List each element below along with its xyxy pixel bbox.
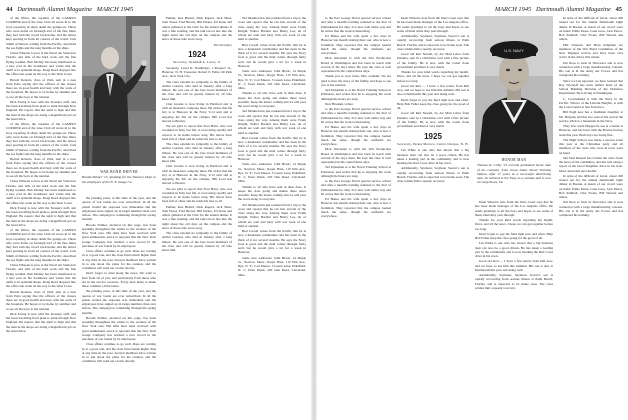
paragraph: They also reach Hapgood's son is a senior at Hanover, and has been with the Boston hockey team this year. Both boys are doing fine.	[559, 124, 623, 137]
left-running-date: MARCH 1945	[96, 6, 134, 13]
signature: The Secretary	[213, 42, 232, 47]
paragraph: Ted Shannon has just returned from a trip to the coast and reports that he ran into several of the class along the way. Among them were Frank Knight, Walter Bartlett and Henry Lee, all of whom are well and busy with war work of one kind or another.	[238, 202, 306, 228]
war-bond-caption	[82, 170, 156, 184]
right-running-title: Dartmouth Alumni Magazine	[536, 6, 611, 13]
paragraph: Bill Pugh now has a freshman daughter at Mt. Holyoke and has two sons of his own in the service. Dick is a lieutenant in the Navy.	[559, 110, 623, 123]
paragraph: The High School was made a special event this year at the Christmas party and all members of the class who were in town were on hand.	[559, 137, 623, 155]
paragraph: Don Hawkins writes:	[325, 101, 354, 106]
left-page-number: 44	[6, 6, 13, 13]
paragraph: Chet Greene is now living in Hartford and is with an insurance company there. He writes that his boy is at Hanover in the Navy V-12 unit and is enjoying the life on the campus. Bill Lord has moved to Boston.	[162, 164, 232, 186]
paragraph: Jim Ross is back in Worcester and is now connected with a large manufacturing concern. His son is in the Army Air Forces and has completed his training.	[559, 60, 623, 78]
paragraph: Ted Shannon has just returned from a trip to the coast and reports that he ran into several of the class along the way. Among them were Frank Knight, Walter Bartlett and Henry Lee, all of whom are well and busy with war work of one kind or another.	[238, 16, 306, 42]
paragraph: Some new addresses: John Black, 14 Maple St., Newton, Mass.; Roger Hale, 110 Elm Ave., Rye, N. Y.; Carl Mason, 3 Green Lane, Plainfield, N. J.; Peter Dunn, 220 Oak Road, Cleveland, Ohio.	[238, 255, 306, 277]
paragraph: Since we last reported, we have learned that Ray Wyckoff has been named head of the School Building Division of the Ordnance Department. He is living in Washington.	[559, 78, 623, 96]
paragraph: Bud Carroll writes from the Pacific that he is now a lieutenant commander and has been in the thick of it for several months. He says the Navy food is good and the mail comes through fairly well, but he would give a lot for a week in Hanover.	[238, 229, 306, 255]
honor-man-photo	[475, 16, 553, 154]
right-running-header	[495, 6, 622, 13]
paragraph: Some new addresses: John Black, 14 Maple St., Newton, Mass.; Roger Hale, 110 Elm Ave., Rye, N. Y.; Carl Mason, 3 Green Lane, Plainfield, N. J.; Peter Dunn, 220 Oak Road, Cleveland, Ohio.	[238, 69, 306, 90]
paragraph: to the Port George Naval special service school and after a month's training returned to the Port of Embarkation for duty. It is now well under way and he writes that the work is interesting.	[321, 16, 391, 33]
honor-man-caption	[477, 158, 551, 185]
paragraph: of the fifties, the captains of the CAMPUS COURIER and of the Glee Club all wrote in to the boys reporting in sharp detail the goings-on. Those who were home on furlough told of the fine times they had with the crowd back home, and the letters kept pouring in from all corners of the world. Jack Smith of Darien, writing from the Pacific, described the sea fights and the long months on the ships.	[6, 122, 76, 156]
paragraph: Harold Roberts, class of 1924, sent in a note from Paris saying that the officers of the classes there are in good health and busy with the work of the hospitals. He hopes to be home by summer and to see all the boys at the reunion.	[6, 289, 76, 311]
war-bond-driver-photo	[82, 16, 156, 166]
paragraph: Chase Wheeler is now at the Naval Air Station in Florida, and tells of the hard work and the fine flying weather. Bob Dudley has been transferred to a new post in the Southwest and writes that the outfit is in splendid shape. Doug Reed dropped into the office last week on his way to the West Coast.	[6, 179, 76, 205]
speaker-illustration	[82, 16, 156, 166]
paragraph: Ted Dykeman is at the Naval Training School at Princeton, and writes that he is enjoying the work although the hours are long.	[321, 88, 391, 101]
paragraph: the printing press, at this time of the year, and the quotas of war bonds are over subscribed. In all the plants visited the response was immediate and the employees have signed up in larger numbers than ever before. The campaign is continuing through the spring months.	[82, 289, 156, 315]
paragraph: to the Port George Naval special service school and after a month's training returned to the Port of Embarkation for duty. It is now well under way and he writes that the work is interesting.	[321, 179, 391, 196]
caption-text: Thomas K. Colby '25 recently graduated honor man of his company from Great Lakes Naval Training Station, after 27 years as a successful advertising man, he enlisted in the Navy as a seaman and is now at Camp Peary, Va.	[477, 163, 551, 185]
paragraph: Our Don Russell has written the class about the news of the committee, and has sent along a report of the Good Neighbor drive in his state. More about this next month.	[559, 155, 623, 173]
left-column-3	[162, 16, 232, 416]
right-column-1	[321, 16, 391, 416]
paragraph: Palmer, Ken Hubert, Dick Ropers, Jack Shaw, Tom Wood, Fred Brown, Bill Parker, Ed Stone and others gathered at the Club for the annual dinner. It was a fine evening, and the talk ran on late into the night about the old days on the campus and the news of those who were away.	[162, 16, 232, 42]
right-column-4	[559, 16, 623, 416]
paragraph: Class affairs continue to go well. Dues are coming in at a good rate, and the class fund stands higher than at any time in the past. Several members have written in to ask about the plans for the reunion, and the committee will send out a letter shortly.	[82, 249, 156, 270]
paragraph: Additionally, Seymour, Seymour Seaver's son is rapidly recovering from serious illness at Palm Beach, Florida, and is expected to be home soon. The class wishes him a speedy recovery.	[397, 166, 469, 183]
left-column-4	[238, 16, 306, 416]
cap-band-text: U.S. NAVY	[504, 48, 524, 53]
paragraph: We are glad to report that Fred Hunt, who was wounded in Italy last fall, is recovering rapidly and expects to be home before long. His letters have been full of cheer and he sends his best to all.	[162, 124, 232, 141]
paragraph: The class extends its sympathy to the family of Arthur Gordon, who died in January after a long illness. He was one of the best loved members of the class and will be greatly missed by all who knew him.	[162, 231, 232, 252]
paragraph: In spite of the difficult of travel, about 200 turned out for the annual Dartmouth night dinner in Boston. A dozen of our crowd were on hand: Eddie Pease, Lane Goss, Jack Pierce, Bob Kimball, Chet Evans, Bill Weston and others.	[559, 16, 623, 42]
paragraph: Additionally, Seymour, Seymour Seaver's son is rapidly recovering from serious illness at Palm Beach, Florida, and is expected to be home soon. The class wishes him a speedy recovery.	[397, 34, 469, 51]
paragraph: Chase Wheeler is now at the Naval Air Station in Florida, and tells of the hard work and the fine flying weather. Bob Dudley has been transferred to a new post in the Southwest and writes that the outfit is in splendid shape. Doug Reed dropped into the office last week on his way to the West Coast.	[6, 263, 76, 289]
right-running-date: MARCH 1945	[494, 6, 532, 13]
caption-title: HONOR MAN	[501, 158, 527, 162]
paragraph: Ted Shannon has just returned from a trip to the coast and reports that he ran into several of the class along the way. Among them were Frank Knight, Walter Bartlett and Henry Lee, all of whom are well and busy with war work of one kind or another.	[238, 109, 306, 135]
paragraph: Ed Hanes and his wife spent a few days in Hanover last month visiting their son, who is now a freshman. They reported that the campus looked much the same, though the uniforms are everywhere.	[321, 125, 391, 146]
paragraph: the printing press, at this time of the year, and the quotas of war bonds are over subscribed. In all the plants visited the response was immediate and the employees have signed up in larger numbers than ever before. The campaign is continuing through the spring months.	[82, 196, 156, 222]
left-page	[0, 0, 311, 420]
paragraph: Bud Carroll writes from the Pacific that he is now a lieutenant commander and has been in the thick of it for several months. He says the Navy food is good and the mail comes through fairly well, but he would give a lot for a week in Hanover.	[238, 42, 306, 68]
paragraph: Phil Otterson and Brad Kingman are members of the War Bond Committee of the New England section and have been very active in the drives this winter.	[559, 42, 623, 60]
paragraph: Bud Carroll writes from the Pacific that he is now a lieutenant commander and has been in the thick of it for several months. He says the Navy food is good and the mail comes through fairly well, but he would give a lot for a week in Hanover.	[238, 135, 306, 161]
paragraph: Thanks to all who have sent in their dues. It keeps the class going and makes these notes possible. Keep the letters coming and we will pass the word along to everyone.	[238, 91, 306, 108]
paragraph: The class extends its sympathy to the family of Arthur Gordon, who died in January after a long illness. He was one of the best loved members of the class and will be greatly missed by all who knew him.	[162, 142, 232, 163]
paragraph: The class extends its sympathy to the family of Arthur Gordon, who died in January after a long illness. He was one of the best loved members of the class and will be greatly missed by all who knew him.	[162, 79, 232, 101]
paragraph: Harold Roberts, class of 1924, sent in a note from Paris saying that the officers of the classes there are in good health and busy with the work of the hospitals. He hopes to be home by summer and to see all the boys at the reunion.	[6, 157, 76, 178]
paragraph: Dean Wilson's note from the West Coast says that he has been made manager of the Los Angeles office. He sends greetings to all the boys and hopes to see some of them when they pass through.	[475, 200, 553, 217]
paragraph: Don't forget to pay the fund right now and often. Help Bob Fuller keep the class going for the good of all.	[475, 231, 553, 240]
paragraph: Thank you to your letter, Mrs. Graham. We are glad to hear the news of the family and hope to see you at the reunion.	[321, 74, 391, 87]
paragraph: of the fifties, the captains of the CAMPUS COURIER and of the Glee Club all wrote in to the boys reporting in sharp detail the goings-on. Those who were home on furlough told of the fine times they had with the crowd back home, and the letters kept pouring in from all corners of the world. Jack Smith of Darien, writing from the Pacific, described the sea fights and the long months on the ships.	[6, 16, 76, 50]
paragraph: Dick Ostrander is with the War Production Board in Washington and has been in touch with several of the boys there. He says the class is well represented in the capital these days.	[321, 56, 391, 73]
left-running-title: Dartmouth Alumni Magazine	[17, 6, 92, 13]
paragraph: Jim Ross is back in Worcester and is now connected with a large manufacturing concern. His son is in the Army Air Forces and has completed his training.	[559, 200, 623, 217]
paragraph: We are glad to report that Fred Hunt, who was wounded in Italy last fall, is recovering rapidly and expects to be home before long. His letters have been full of cheer and he sends his best to all.	[162, 186, 232, 204]
paragraph: Harold Roberts, class of 1924, sent in a note from Paris saying that the officers of the classes there are in good health and busy with the work of the hospitals. He hopes to be home by summer and to see all the boys at the reunion.	[6, 77, 76, 99]
paragraph: Good old Red Newell, by Air Mail Letter from Panama, sent in a Christmas card with a fine picture of the family. He is now with the Canal Zone government and likes it very much.	[397, 52, 469, 69]
paragraph: Dean Wilson's note from the West Coast says that he has been made manager of the Los Angeles office. He sends greetings to all the boys and hopes to see some of them when they pass through.	[397, 16, 469, 33]
paragraph: Dick Ewing is now with the Treasury staff, and has been travelling from plant to plant through New England. He reports that the spirit is high and that the men in the shops are doing a magnificent job on the bond drive.	[6, 311, 76, 333]
right-column-2	[397, 16, 469, 416]
paragraph: Some new addresses: John Black, 14 Maple St., Newton, Mass.; Roger Hale, 110 Elm Ave., Rye, N. Y.; Carl Mason, 3 Green Lane, Plainfield, N. J.; Peter Dunn, 220 Oak Road, Cleveland, Ohio.	[238, 162, 306, 184]
paragraph: Brooks Palmer, pictured on this page, has been speaking throughout the winter to the workers of the New York area. His talks have been received with great enthusiasm, and it is reported that the New York Gauge Company has reached a new record in the purchase of war bonds by its employees.	[82, 222, 156, 248]
paragraph: Good old Red — I have a few letters from him now, and we hope to see him this summer. His son is also at Dartmouth this year and doing well.	[397, 83, 469, 97]
left-column-1	[6, 16, 76, 416]
paragraph: of the fifties, the captains of the CAMPUS COURIER and of the Glee Club all wrote in to the boys reporting in sharp detail the goings-on. Those who were home on furlough told of the fine times they had with the crowd back home, and the letters kept pouring in from all corners of the world. Jack Smith of Darien, writing from the Pacific, described the sea fights and the long months on the ships.	[6, 228, 76, 262]
paragraph: Thanks to all who have sent in their dues. It keeps the class going and makes these notes possible. Keep the letters coming and we will pass the word along to everyone.	[238, 184, 306, 202]
paragraph: Good old Red — I have a few letters from him now, and we hope to see him this summer. His son is also at Dartmouth this year and doing well.	[475, 259, 553, 272]
paragraph: Secretary, Lloyd K. Neidlinger, 1 Prospect St., Hanover, N. H. Treasurer, Robert P. Fuller, 66 Park Ave., New York City.	[162, 65, 232, 79]
paragraph: Thanks for your kind words regarding my health, Dave, and all the news. I hope we can get together before too long.	[475, 218, 553, 231]
caption-text: Brooks Palmer '15, speaking for the Treasury Dept. to the employees of the N. Y. Gauge Co.	[82, 175, 156, 184]
paragraph: Dick Ewing is now with the Treasury staff, and has been travelling from plant to plant through New England. He reports that the spirit is high and that the men in the shops are doing a magnificent job on the bond drive.	[6, 205, 76, 227]
class-year-heading: 1924	[188, 49, 206, 59]
class-secretary-line: Secretary, Jeremiah A. Lucey, Jr.	[172, 59, 222, 64]
paragraph: Don't forget to send along the news. We want to hear from all of you, and particularly from those who are in the service overseas. Every note helps to make these columns a little better.	[82, 271, 156, 288]
right-page-number: 45	[615, 6, 622, 13]
paragraph: Ed Hanes and his wife spent a few days in Hanover last month visiting their son, who is now a freshman. They reported that the campus looked much the same, though the uniforms are everywhere.	[321, 197, 391, 218]
paragraph: Chase Wheeler is now at the Naval Air Station in Florida, and tells of the hard work and the fine flying weather. Bob Dudley has been transferred to a new post in the Southwest and writes that the outfit is in splendid shape. Doug Reed dropped into the office last week on his way to the West Coast.	[6, 51, 76, 77]
paragraph: Dick Ewing is now with the Treasury staff, and has been travelling from plant to plant through New England. He reports that the spirit is high and that the men in the shops are doing a magnificent job on the bond drive.	[6, 99, 76, 121]
paragraph: Palmer, Ken Hubert, Dick Ropers, Jack Shaw, Tom Wood, Fred Brown, Bill Parker, Ed Stone and others gathered at the Club for the annual dinner. It was a fine evening, and the talk ran on late into the night about the old days on the campus and the news of those who were away.	[162, 204, 232, 230]
paragraph: L. Crownshield is with the Navy in the Pacific. Wilcox of the Lincoln Heights, is with the Coast Guard at San Francisco.	[559, 96, 623, 109]
left-running-header	[6, 6, 133, 13]
class-secretary-line: Secretary, Parker Merrow, Center Ossipee, N. H.	[397, 142, 469, 147]
paragraph: Dick Ostrander is with the War Production Board in Washington and has been in touch with several of the boys there. He says the class is well represented in the capital these days.	[321, 147, 391, 164]
paragraph: Ted Dykeman is at the Naval Training School at Princeton, and writes that he is enjoying the work although the hours are long.	[321, 165, 391, 178]
paragraph: Don't forget to pay the fund right now and often. Help Bob Fuller keep the class going for the good of all.	[397, 97, 469, 110]
caption-title: WAR BOND DRIVER	[100, 170, 138, 174]
right-page	[317, 0, 628, 420]
paragraph: Good old Red Newell, by Air Mail Letter from Panama, sent in a Christmas card with a fine picture of the family. He is now with the Canal Zone government and likes it very much.	[397, 111, 469, 128]
paragraph: Additionally, Seymour, Seymour Seaver's son is rapidly recovering from serious illness at Palm Beach, Florida, and is expected to be home soon. The class wishes him a speedy recovery.	[475, 273, 553, 290]
paragraph: Thanks for your kind words regarding my health, Dave, and all the news. I hope we can get together before too long.	[397, 70, 469, 83]
right-column-3	[475, 200, 553, 416]
paragraph: Lin White is one who has shown that a big business man can also be a good citizen. He has taken a leading part in the community and is now heading the Red Cross drive in his town.	[397, 148, 469, 165]
paragraph: In spite of the difficult of travel, about 200 turned out for the annual Dartmouth night dinner in Boston. A dozen of our crowd were on hand: Eddie Pease, Lane Goss, Jack Pierce, Bob Kimball, Chet Evans, Bill Weston and others.	[559, 173, 623, 199]
paragraph: Chet Greene is now living in Hartford and is with an insurance company there. He writes that his boy is at Hanover in the Navy V-12 unit and is enjoying the life on the campus. Bill Lord has moved to Boston.	[162, 101, 232, 123]
paragraph: to the Port George Naval special service school and after a month's training returned to the Port of Embarkation for duty. It is now well under way and he writes that the work is interesting.	[321, 107, 391, 124]
paragraph: Brooks Palmer, pictured on this page, has been speaking throughout the winter to the workers of the New York area. His talks have been received with great enthusiasm, and it is reported that the New York Gauge Company has reached a new record in the purchase of war bonds by its employees.	[82, 315, 156, 341]
paragraph: Lin White is one who has shown that a big business man can also be a good citizen. He has taken a leading part in the community and is now heading the Red Cross drive in his town.	[475, 241, 553, 258]
sailor-portrait	[475, 16, 553, 154]
paragraph: Ed Hanes and his wife spent a few days in Hanover last month visiting their son, who is now a freshman. They reported that the campus looked much the same, though the uniforms are everywhere.	[321, 34, 391, 55]
paragraph: Class affairs continue to go well. Dues are coming in at a good rate, and the class fund stands higher than at any time in the past. Several members have written in to ask about the plans for the reunion, and the committee will send out a letter shortly.	[82, 342, 156, 364]
class-year-heading: 1925	[424, 132, 442, 142]
left-column-2	[82, 196, 156, 416]
